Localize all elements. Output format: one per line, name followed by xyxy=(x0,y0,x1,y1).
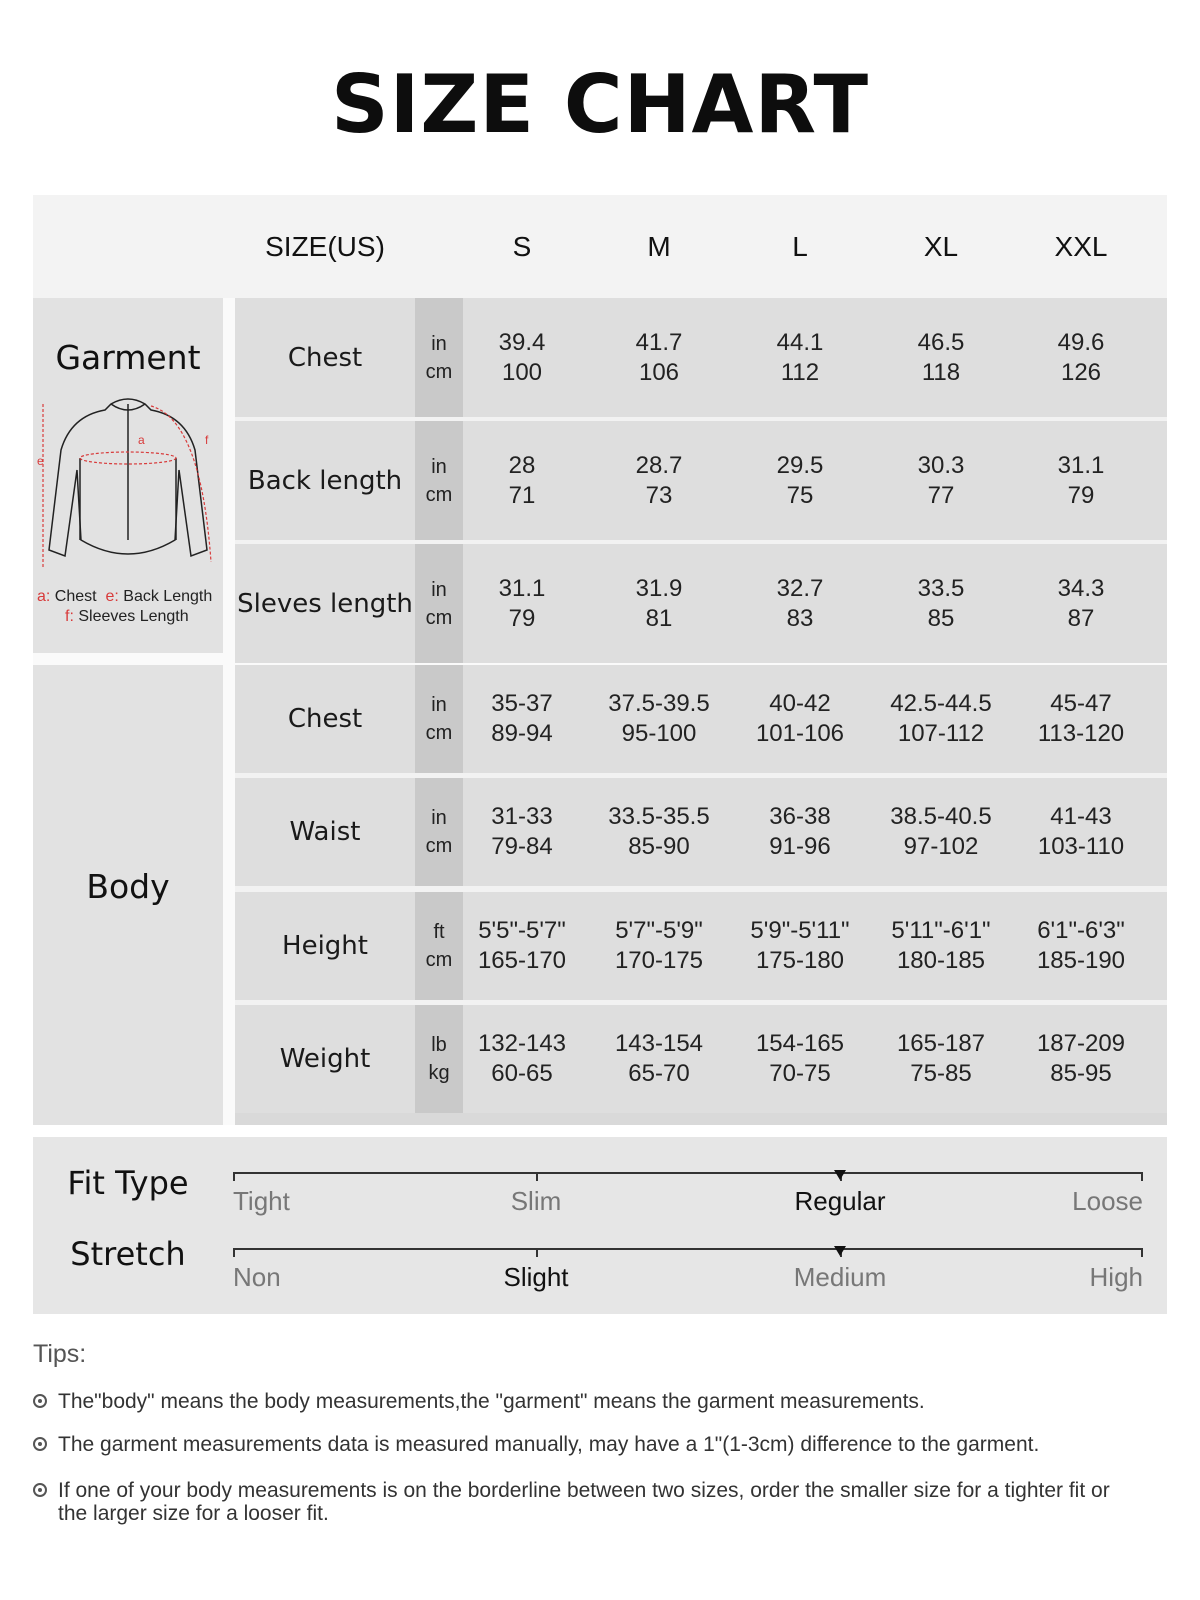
unit-label: cm xyxy=(425,949,453,971)
unit-label: cm xyxy=(425,360,453,383)
value-cell xyxy=(1011,544,1151,663)
scale-line xyxy=(233,1248,1143,1250)
value-metric: 85-90 xyxy=(628,833,690,860)
value-metric: 89-94 xyxy=(491,720,553,747)
value-metric: 79-84 xyxy=(491,833,553,860)
tips-title: Tips: xyxy=(33,1340,87,1368)
stretch-label: Stretch xyxy=(70,1235,186,1273)
tip-item: The"body" means the body measurements,the "garment" means the garment measurements. xyxy=(33,1390,1173,1413)
value-metric: 91-96 xyxy=(769,833,831,860)
garment-row-chest xyxy=(235,298,1167,417)
value-cell xyxy=(589,892,729,1000)
value-imperial: 36-38 xyxy=(769,803,831,830)
size-m-header: M xyxy=(647,231,671,262)
value-imperial: 31.1 xyxy=(498,574,546,602)
scale-option-medium: Medium xyxy=(793,1262,887,1292)
value-cell xyxy=(730,665,870,773)
scale-option-regular: Regular xyxy=(794,1186,886,1216)
value-metric: 97-102 xyxy=(903,833,979,860)
value-imperial: 44.1 xyxy=(776,328,824,356)
value-metric: 85 xyxy=(927,604,955,632)
value-metric: 170-175 xyxy=(614,947,704,974)
scale-line xyxy=(233,1172,1143,1174)
body-row-weight xyxy=(235,1005,1167,1113)
unit-label: in xyxy=(431,807,447,829)
value-cell xyxy=(589,298,729,417)
value-cell xyxy=(452,1005,592,1113)
diagram-legend-line-2: f: Sleeves Length xyxy=(65,608,189,625)
bullet-icon xyxy=(33,1437,47,1451)
value-cell xyxy=(1011,892,1151,1000)
garment-row-back-length xyxy=(235,421,1167,540)
value-metric: 180-185 xyxy=(896,947,986,974)
value-imperial: 45-47 xyxy=(1050,690,1112,717)
value-metric: 71 xyxy=(508,481,536,509)
bullet-icon xyxy=(33,1394,47,1408)
value-cell xyxy=(871,778,1011,886)
value-cell xyxy=(452,665,592,773)
value-imperial: 6'1"-6'3" xyxy=(1037,917,1125,944)
diagram-legend-line-1: a: Chest e: Back Length xyxy=(37,588,213,605)
size-header-row xyxy=(33,195,1167,298)
value-cell xyxy=(871,544,1011,663)
scale-marker-icon xyxy=(834,1170,846,1180)
value-imperial: 31-33 xyxy=(491,803,553,830)
value-imperial: 40-42 xyxy=(769,690,831,717)
value-metric: 106 xyxy=(638,358,680,386)
unit-label: in xyxy=(431,578,447,601)
body-label: Body xyxy=(86,867,170,906)
value-metric: 79 xyxy=(508,604,536,632)
garment-label: Garment xyxy=(55,338,201,377)
row-label: Back length xyxy=(247,465,403,496)
row-label: Waist xyxy=(289,817,361,847)
body-row-chest xyxy=(235,665,1167,773)
value-cell xyxy=(1011,1005,1151,1113)
svg-text:e: e xyxy=(37,454,44,468)
value-imperial: 31.9 xyxy=(635,574,683,602)
page-title: SIZE CHART xyxy=(330,58,870,151)
value-metric: 100 xyxy=(501,358,543,386)
body-row-waist xyxy=(235,778,1167,886)
value-metric: 87 xyxy=(1067,604,1095,632)
row-label: Chest xyxy=(287,704,363,734)
size-xl-header: XL xyxy=(923,231,959,262)
svg-text:f: f xyxy=(205,433,209,447)
value-imperial: 154-165 xyxy=(755,1030,845,1057)
value-metric: 75 xyxy=(786,481,814,509)
value-cell xyxy=(730,298,870,417)
value-imperial: 28 xyxy=(508,451,536,479)
value-metric: 60-65 xyxy=(491,1060,553,1087)
size-s-header: S xyxy=(512,231,532,262)
value-imperial: 32.7 xyxy=(776,574,824,602)
legend-chest: Chest xyxy=(54,588,97,605)
value-cell xyxy=(1011,421,1151,540)
value-cell xyxy=(871,892,1011,1000)
value-imperial: 5'7"-5'9" xyxy=(615,917,703,944)
value-metric: 79 xyxy=(1067,481,1095,509)
tip-item: The garment measurements data is measured manually, may have a 1"(1-3cm) difference to the garment. xyxy=(33,1433,1173,1456)
value-metric: 165-170 xyxy=(477,947,567,974)
body-section xyxy=(33,665,223,1125)
value-metric: 70-75 xyxy=(769,1060,831,1087)
scale-option-non: Non xyxy=(233,1262,281,1292)
jacket-diagram-icon xyxy=(33,390,223,580)
size-us-label: SIZE(US) xyxy=(265,231,385,262)
tip-item: If one of your body measurements is on the borderline between two sizes, order the smaller size for a tighter fit or the larger size for a looser fit. xyxy=(33,1479,1113,1525)
unit-label: lb xyxy=(431,1034,447,1056)
value-cell xyxy=(871,665,1011,773)
svg-text:a: a xyxy=(138,433,145,447)
value-cell xyxy=(452,892,592,1000)
garment-row-sleves-length xyxy=(235,544,1167,663)
row-label: Height xyxy=(282,931,368,961)
value-imperial: 49.6 xyxy=(1057,328,1105,356)
value-cell xyxy=(730,1005,870,1113)
value-cell xyxy=(871,421,1011,540)
value-imperial: 41-43 xyxy=(1050,803,1112,830)
bullet-icon xyxy=(33,1483,47,1497)
row-label: Weight xyxy=(279,1044,371,1074)
value-metric: 175-180 xyxy=(755,947,845,974)
value-metric: 81 xyxy=(645,604,673,632)
unit-label: in xyxy=(431,455,447,478)
value-metric: 95-100 xyxy=(621,720,697,747)
scale-tick xyxy=(536,1248,538,1257)
value-imperial: 30.3 xyxy=(917,451,965,479)
scale-option-slight: Slight xyxy=(503,1262,569,1292)
value-metric: 73 xyxy=(645,481,673,509)
value-cell xyxy=(730,778,870,886)
scale-tick xyxy=(536,1172,538,1181)
value-metric: 85-95 xyxy=(1050,1060,1112,1087)
value-metric: 112 xyxy=(780,358,820,386)
value-imperial: 34.3 xyxy=(1057,574,1105,602)
unit-label: cm xyxy=(425,606,453,629)
value-imperial: 39.4 xyxy=(498,328,546,356)
value-imperial: 28.7 xyxy=(635,451,683,479)
value-metric: 103-110 xyxy=(1037,833,1125,860)
value-metric: 118 xyxy=(921,358,961,386)
value-cell xyxy=(589,421,729,540)
value-imperial: 46.5 xyxy=(917,328,965,356)
legend-back-length: Back Length xyxy=(123,588,213,605)
scale-tick xyxy=(233,1248,235,1257)
value-cell xyxy=(589,544,729,663)
value-cell xyxy=(871,298,1011,417)
value-cell xyxy=(589,778,729,886)
value-imperial: 132-143 xyxy=(477,1030,567,1057)
value-metric: 101-106 xyxy=(755,720,845,747)
value-metric: 113-120 xyxy=(1037,720,1125,747)
value-cell xyxy=(1011,665,1151,773)
value-metric: 65-70 xyxy=(628,1060,690,1087)
unit-label: cm xyxy=(425,483,453,506)
value-cell xyxy=(730,421,870,540)
value-imperial: 5'5"-5'7" xyxy=(478,917,566,944)
legend-sleeves-length: Sleeves Length xyxy=(78,608,189,625)
value-imperial: 5'11"-6'1" xyxy=(891,917,991,944)
value-imperial: 37.5-39.5 xyxy=(608,690,710,717)
value-imperial: 31.1 xyxy=(1057,451,1105,479)
scale-tick xyxy=(1141,1248,1143,1257)
value-imperial: 35-37 xyxy=(491,690,553,717)
value-metric: 77 xyxy=(927,481,955,509)
value-cell xyxy=(1011,298,1151,417)
scale-option-high: High xyxy=(1089,1262,1143,1292)
value-imperial: 5'9"-5'11" xyxy=(750,917,850,944)
scale-option-tight: Tight xyxy=(233,1186,290,1216)
unit-label: ft xyxy=(433,921,445,943)
size-xxl-header: XXL xyxy=(1054,231,1108,262)
scale-option-loose: Loose xyxy=(1072,1186,1143,1216)
fit-stretch-panel xyxy=(33,1137,1167,1314)
value-metric: 185-190 xyxy=(1036,947,1126,974)
value-imperial: 143-154 xyxy=(614,1030,704,1057)
value-imperial: 33.5-35.5 xyxy=(608,803,710,830)
size-l-header: L xyxy=(792,231,808,262)
value-cell xyxy=(871,1005,1011,1113)
column-divider xyxy=(223,298,235,663)
scale-marker-icon xyxy=(834,1246,846,1256)
body-row-height xyxy=(235,892,1167,1000)
value-cell xyxy=(452,778,592,886)
value-metric: 83 xyxy=(786,604,814,632)
unit-label: cm xyxy=(425,722,453,744)
unit-label: in xyxy=(431,694,447,716)
scale-option-slim: Slim xyxy=(510,1186,562,1216)
value-cell xyxy=(452,544,592,663)
value-cell xyxy=(452,421,592,540)
value-imperial: 33.5 xyxy=(917,574,965,602)
value-imperial: 29.5 xyxy=(776,451,824,479)
scale-tick xyxy=(1141,1172,1143,1181)
size-table xyxy=(33,195,1167,1125)
fit-type-label: Fit Type xyxy=(67,1164,189,1202)
column-divider xyxy=(223,665,235,1125)
value-metric: 107-112 xyxy=(897,720,985,747)
value-metric: 126 xyxy=(1060,358,1102,386)
unit-label: in xyxy=(431,332,447,355)
value-imperial: 187-209 xyxy=(1036,1030,1126,1057)
value-cell xyxy=(589,1005,729,1113)
value-cell xyxy=(452,298,592,417)
unit-label: cm xyxy=(425,835,453,857)
value-imperial: 165-187 xyxy=(896,1030,986,1057)
value-imperial: 42.5-44.5 xyxy=(890,690,992,717)
value-cell xyxy=(589,665,729,773)
garment-section xyxy=(33,298,223,663)
value-cell xyxy=(1011,778,1151,886)
value-cell xyxy=(730,544,870,663)
row-label: Chest xyxy=(287,342,363,373)
unit-label: kg xyxy=(428,1062,450,1084)
scale-tick xyxy=(233,1172,235,1181)
value-imperial: 41.7 xyxy=(635,328,683,356)
value-imperial: 38.5-40.5 xyxy=(890,803,992,830)
value-metric: 75-85 xyxy=(910,1060,972,1087)
row-label: Sleves length xyxy=(237,588,413,619)
value-cell xyxy=(730,892,870,1000)
